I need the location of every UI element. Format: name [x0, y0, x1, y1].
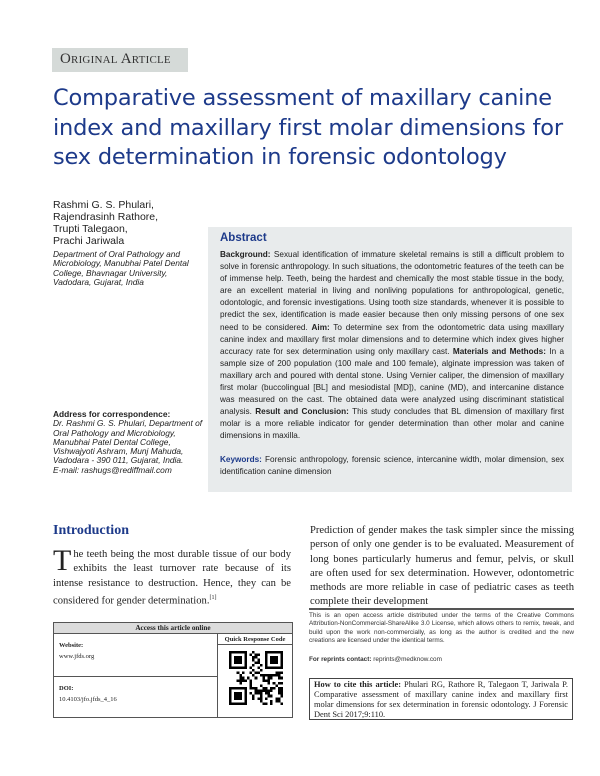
- cite-label: How to cite this article:: [314, 680, 402, 689]
- doi-label: DOI:: [59, 685, 74, 692]
- cite-text: Phulari RG, Rathore R, Talegaon T, Jariwala P. Comparative assessment of maxillary canine index and maxillary first molar dimensions for sex determination in forensic odontology. J Forensic Dent Sci 2017;9:110.: [314, 680, 568, 719]
- methods-label: Materials and Methods:: [452, 346, 546, 356]
- access-online-box: [53, 622, 293, 718]
- methods-text: In a sample size of 200 population (100 male and 100 female), alginate impression was taken of maxillary arch and poured with dental stone. Using Vernier caliper, the dimension of maxillary first molar (buccolingual [BL] and mesiodistal [MD]), canine (MD), and intercanine distance was measured on the cast. The obtained data were analyzed using discriminant statistical analysis.: [220, 346, 564, 417]
- abstract-text: [220, 249, 564, 443]
- doi-link[interactable]: 10.4103/jfo.jfds_4_16: [59, 696, 117, 703]
- article-type-badge: Original Article: [52, 48, 188, 72]
- reprints-contact: [309, 656, 442, 663]
- author: Prachi Jariwala: [53, 235, 125, 247]
- result-label: Result and Conclusion:: [255, 407, 349, 417]
- result-text: This study concludes that BL dimension of maxillary first molar is a more reliable indicator for gender determination than other molar and canine dimensions in maxilla.: [220, 407, 564, 441]
- correspondence-text: Dr. Rashmi G. S. Phulari, Department of Oral Pathology and Microbiology, Manubhai Patel Dental College, Vishwajyoti Ashram, Munj Mahuda, Vadodara - 390 011, Gujarat, India.: [53, 418, 203, 466]
- introduction-paragraph: [53, 544, 291, 609]
- doi-cell: [54, 676, 217, 718]
- access-heading: Access this article online: [54, 623, 292, 634]
- abstract-box: [208, 227, 572, 492]
- website-label: Website:: [59, 642, 84, 649]
- qr-code-icon[interactable]: [229, 651, 283, 705]
- keywords-label: Keywords:: [220, 454, 262, 464]
- abstract-heading: Abstract: [220, 232, 267, 244]
- website-link[interactable]: www.jfds.org: [59, 653, 95, 660]
- affiliation: Department of Oral Pathology and Microbiology, Manubhai Patel Dental College, Bhavnagar University, Vadodara, Gujarat, India: [53, 249, 189, 287]
- introduction-heading: Introduction: [53, 523, 129, 538]
- drop-cap: T: [53, 544, 72, 577]
- author-list: [53, 199, 213, 247]
- author: Rajendrasinh Rathore,: [53, 211, 159, 223]
- author: Trupti Talegaon,: [53, 223, 128, 235]
- aim-text: To determine sex from the odontometric data using maxillary canine index and maxillary first molar dimensions and to determine which index gives higher accuracy rate for sex determination using only maxillary cast.: [220, 322, 565, 356]
- keywords-text: Forensic anthropology, forensic science, intercanine width, molar dimension, sex identification canine dimension: [220, 454, 564, 476]
- qr-label: Quick Response Code: [218, 634, 292, 645]
- intro-text: he teeth being the most durable tissue of our body exhibits the least turnover rate because of its intense resistance to destruction. Hence, they can be considered for gender determination.: [53, 549, 291, 607]
- aim-label: Aim:: [311, 322, 330, 332]
- citation-box: [309, 678, 573, 720]
- article-title: Comparative assessment of maxillary canine index and maxillary first molar dimensions for sex determination in forensic odontology: [53, 85, 563, 170]
- correspondence-address: [53, 410, 213, 475]
- correspondence-email[interactable]: E-mail: rashugs@rediffmail.com: [53, 464, 172, 475]
- author: Rashmi G. S. Phulari,: [53, 199, 154, 211]
- website-cell: [54, 634, 217, 676]
- divider: [309, 608, 574, 610]
- license-notice: This is an open access article distributed under the terms of the Creative Commons Attribution-NonCommercial-ShareAlike 3.0 License, which allows others to remix, tweak, and build upon the work non-commercially, as long as the author is credited and the new creations are licensed under the identical terms.: [309, 612, 574, 645]
- keywords: [220, 454, 564, 478]
- reprints-label: For reprints contact:: [309, 656, 372, 663]
- reprints-email[interactable]: reprints@medknow.com: [371, 656, 442, 663]
- background-text: Sexual identification of immature skeletal remains is still a difficult problem to solve in forensic anthropology. In such situations, the odontometric features of the teeth can be of immense help. Teeth, being the hardest and chemically the most stable tissue in the body, are an excellent material in living and nonliving populations for anthropological, genetic, odontologic, and forensic investigations. Using tooth size standards, whenever it is possible to predict the sex, identification is made easier because then only missing persons of one sex need to be considered.: [220, 250, 564, 332]
- background-label: Background:: [220, 250, 271, 259]
- introduction-paragraph-2: Prediction of gender makes the task simpler since the missing person of only one gender is to be evaluated. Measurement of long bones particularly humerus and femur, pelvis, or skull are often used for sex determination. However, odontometric methods are more reliable in case of pediatric cases as teeth complete their development: [310, 525, 574, 608]
- reference-link[interactable]: [1]: [209, 594, 217, 601]
- correspondence-label: Address for correspondence:: [53, 409, 171, 419]
